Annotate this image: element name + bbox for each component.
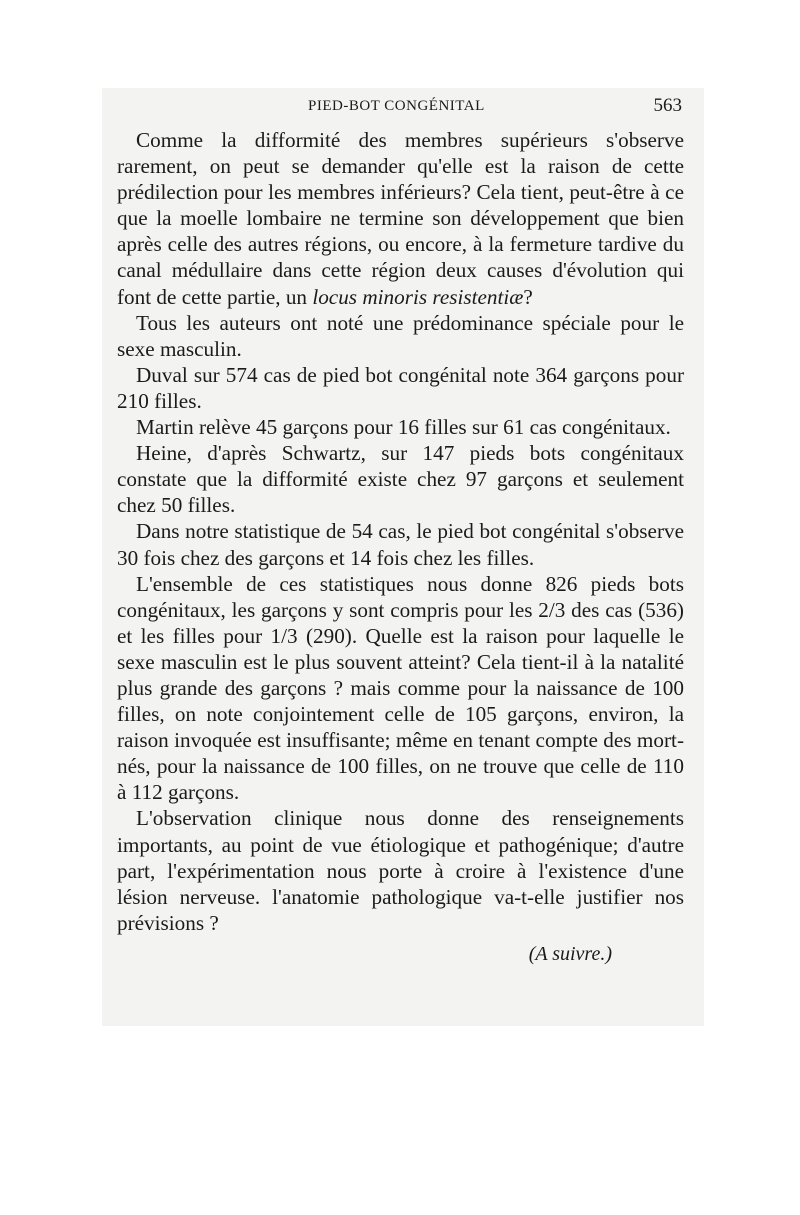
paragraph-1-text: Comme la difformité des membres supérieurs s'observe rarement, on peut se demander qu'elle est la raison de cette prédilection pour les membres inférieurs? Cela tient, peut-être à ce que la moelle lombaire ne termine son développement que bien après celle des autres régions, ou encore, à la fermeture tardive du canal médullaire dans cette région deux causes d'évolution qui font de cette partie, un	[117, 128, 684, 309]
paragraph-6: Dans notre statistique de 54 cas, le pied bot congénital s'observe 30 fois chez des garçons et 14 fois chez les filles.	[117, 519, 684, 570]
paragraph-1-end: ?	[523, 284, 533, 309]
running-head: PIED-BOT CONGÉNITAL	[308, 98, 485, 114]
paragraph-8: L'observation clinique nous donne des renseignements importants, au point de vue étiologique et pathogénique; d'autre part, l'expérimentation nous porte à croire à l'existence d'une lésion nerveuse. l'anatomie pathologique va-t-elle justifier nos prévisions ?	[117, 806, 684, 935]
paragraph-3: Duval sur 574 cas de pied bot congénital note 364 garçons pour 210 filles.	[117, 362, 684, 413]
to-be-continued-text: (A suivre.)	[528, 942, 612, 965]
page-number: 563	[653, 95, 682, 116]
article-body	[117, 127, 684, 967]
paragraph-5: Heine, d'après Schwartz, sur 147 pieds bots congénitaux constate que la difformité existe chez 97 garçons et seulement chez 50 filles.	[117, 441, 684, 518]
to-be-continued	[117, 941, 612, 967]
paragraph-4: Martin relève 45 garçons pour 16 filles sur 61 cas congénitaux.	[136, 415, 671, 440]
paragraph-2: Tous les auteurs ont noté une prédominance spéciale pour le sexe masculin.	[117, 310, 684, 361]
latin-phrase: locus minoris resistentiæ	[312, 284, 524, 309]
page-header	[112, 96, 684, 120]
paragraph-7: L'ensemble de ces statistiques nous donne 826 pieds bots congénitaux, les garçons y sont compris pour les 2/3 des cas (536) et les filles pour 1/3 (290). Quelle est la raison pour laquelle le sexe masculin est le plus souvent atteint? Cela tient-il à la natalité plus grande des garçons ? mais comme pour la naissance de 100 filles, on note conjointement celle de 105 garçons, environ, la raison invoquée est insuffisante; même en tenant compte des mort-nés, pour la naissance de 100 filles, on ne trouve que celle de 110 à 112 garçons.	[117, 571, 684, 805]
paragraph-1	[117, 127, 684, 310]
